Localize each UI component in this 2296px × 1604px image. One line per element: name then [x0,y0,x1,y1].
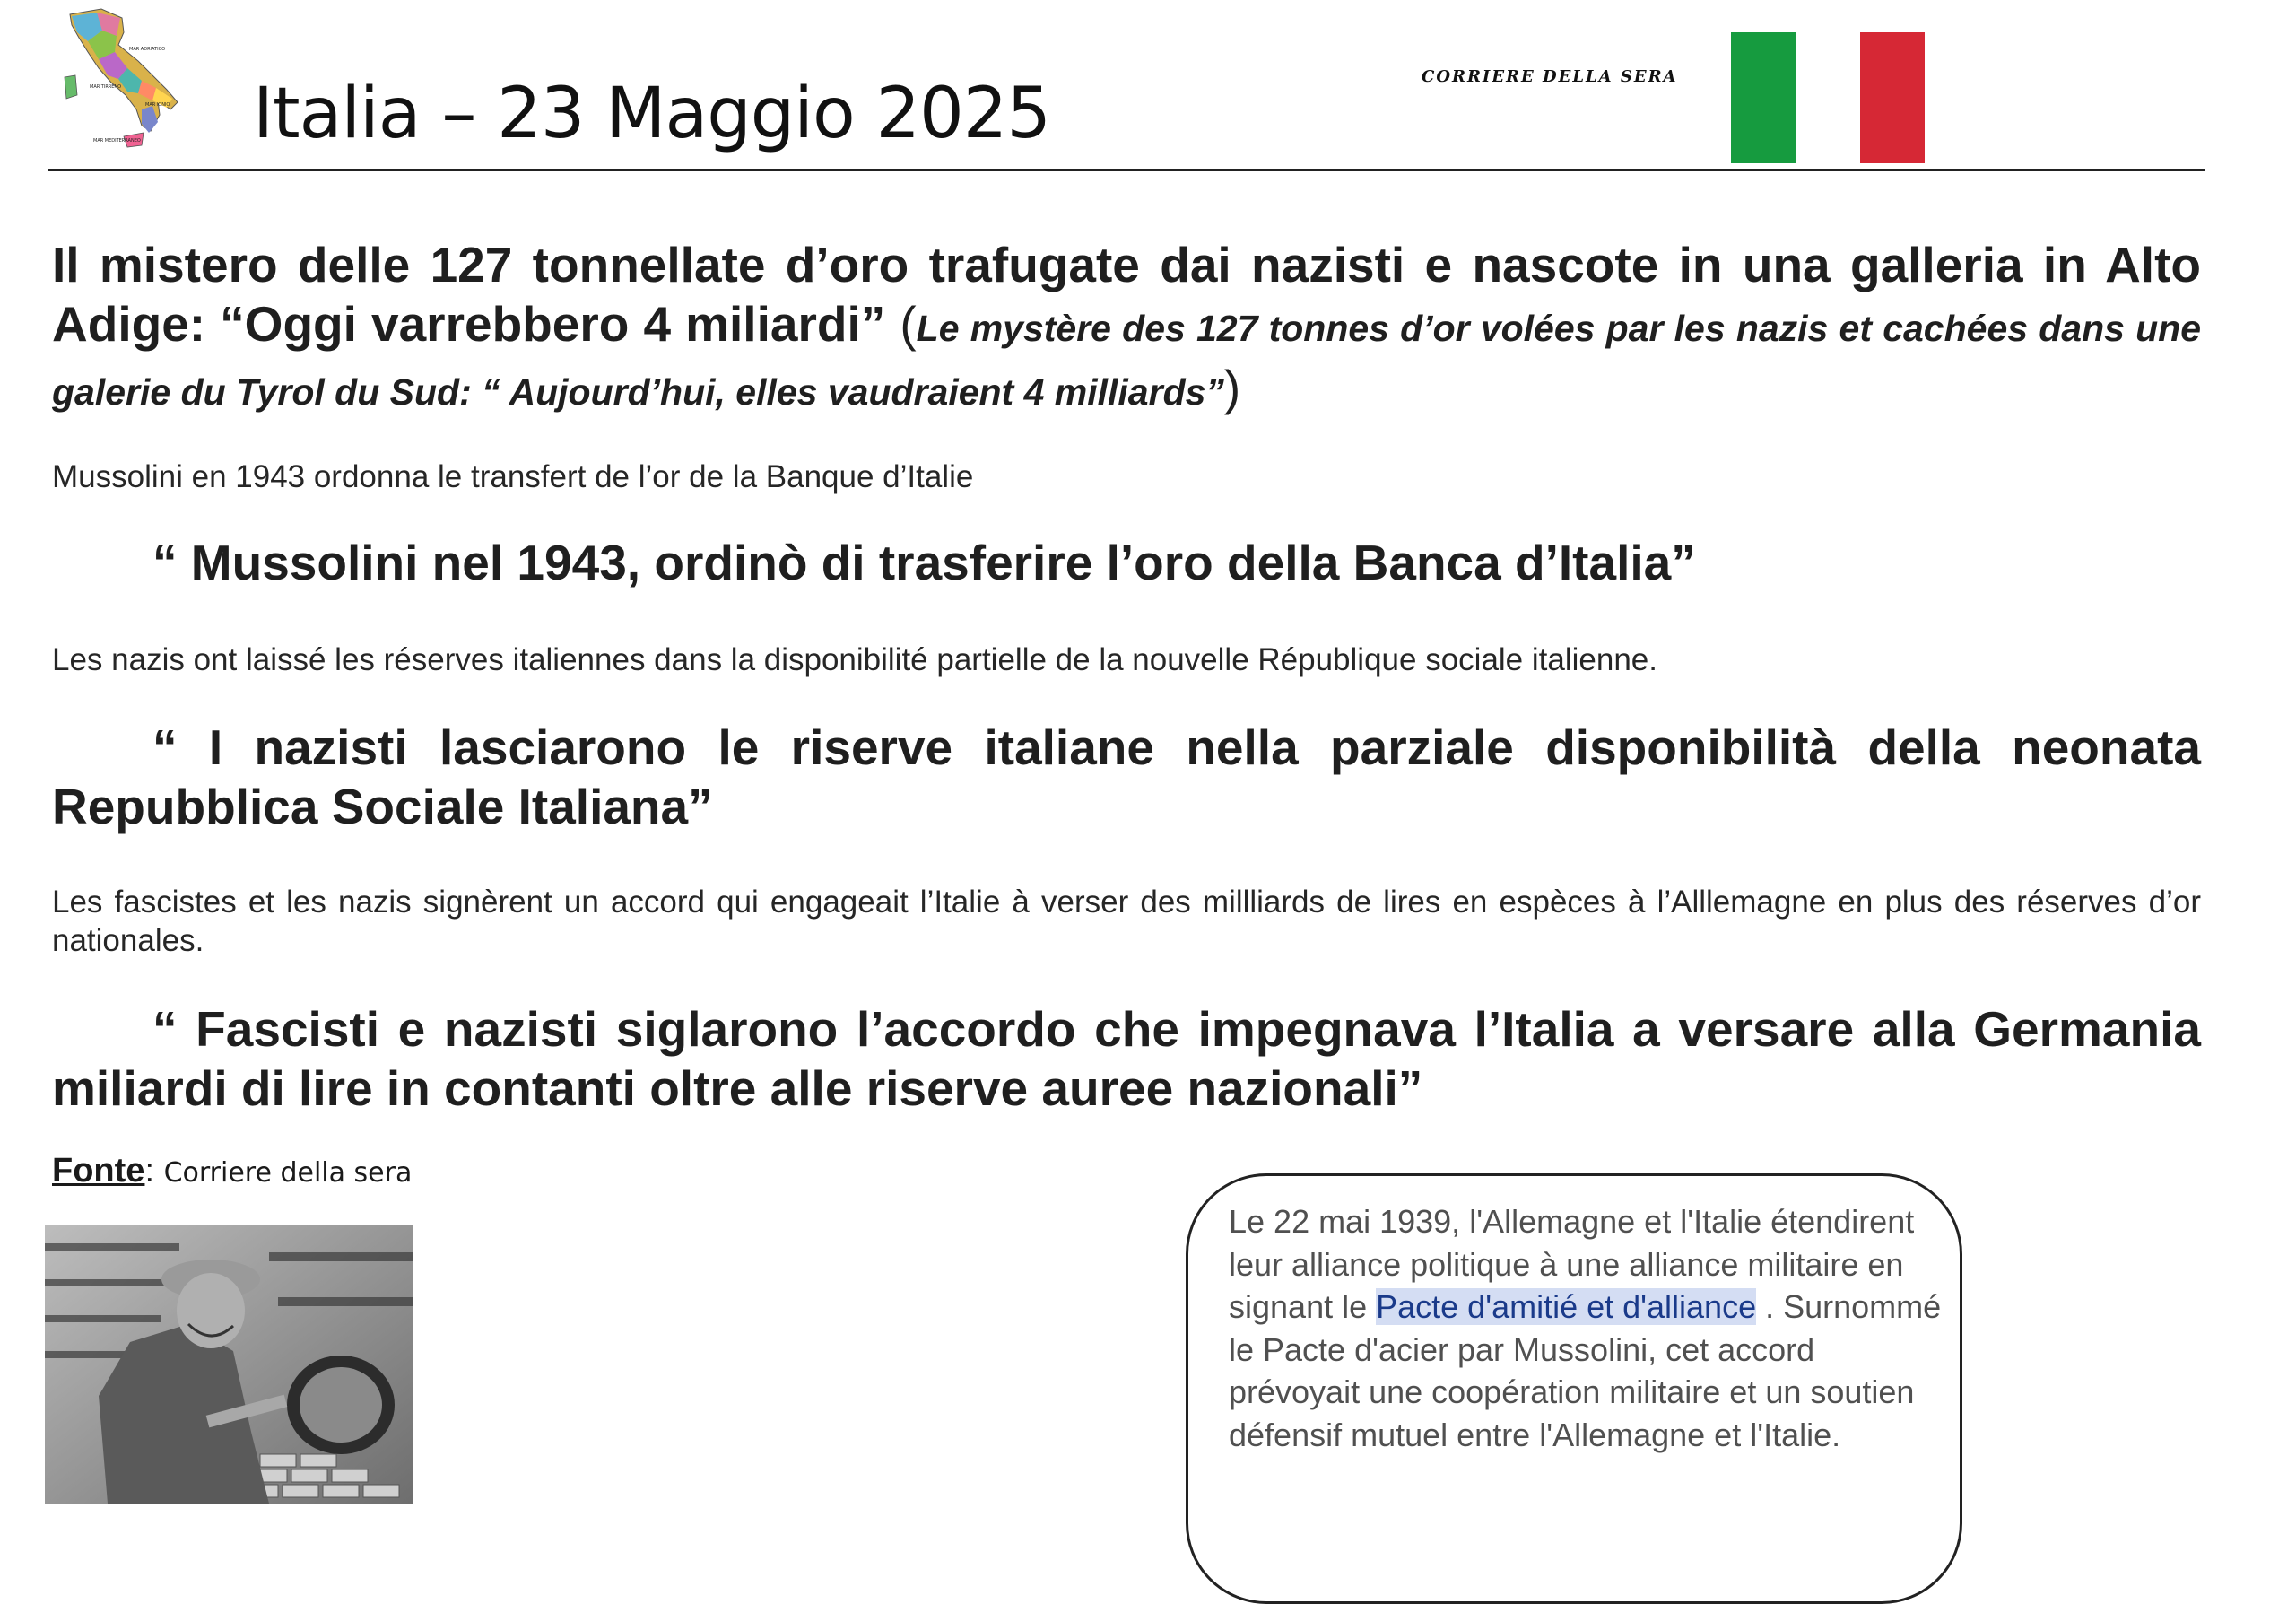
page-title: Italia – 23 Maggio 2025 [253,74,1050,154]
flag-red-stripe [1860,32,1925,163]
callout-text [1229,1200,1946,1456]
newspaper-logo: CORRIERE DELLA SERA [1422,67,1678,86]
italian-flag [1731,32,1925,163]
svg-text:MAR TIRRENO: MAR TIRRENO [90,84,122,90]
paragraph-french: Mussolini en 1943 ordonna le transfert de l’or de la Banque d’Italie [52,459,974,494]
paren-open: ( [900,296,917,352]
headline-french: Le mystère des 127 tonnes d’or volées par les nazis et cachées dans une galerie du Tyrol du Sud: “ Aujourd’hui, elles vaudraient 4 milliards” [52,308,2202,413]
header-divider [48,169,2205,171]
italy-map-logo [52,5,187,158]
svg-text:MAR IONIO: MAR IONIO [145,102,170,108]
quote-italian: “ Fascisti e nazisti siglarono l’accordo che impegnava l’Italia a versare alla Germania miliardi di lire in contanti oltre alle riserve auree nazionali” [52,1001,2201,1116]
callout-text-after: . Surnommé le Pacte d'acier par Mussolini, cet accord prévoyait une coopération militaire et un soutien défensif mutuel entre l'Allemagne et l'Italie. [1229,1288,1942,1453]
svg-text:MAR ADRIATICO: MAR ADRIATICO [129,47,166,52]
source-label: Fonte [52,1152,145,1190]
quote-italian: “ I nazisti lasciarono le riserve italiane nella parziale disponibilità della neonata Repubblica Sociale Italiana” [52,719,2201,834]
paragraph-french: Les nazis ont laissé les réserves italiennes dans la disponibilité partielle de la nouvelle République sociale italienne. [52,642,1657,677]
source-value: Corriere della sera [163,1157,413,1189]
callout-text-before: Le 22 mai 1939, l'Allemagne et l'Italie étendirent leur alliance politique à une alliance militaire en signant le [1229,1203,1915,1325]
quote-italian: “ Mussolini nel 1943, ordinò di trasferire l’oro della Banca d’Italia” [152,535,1696,590]
article-headline [52,235,2201,422]
source-line [52,1152,412,1190]
paragraph-french: Les fascistes et les nazis signèrent un accord qui engageait l’Italie à verser des millliards de lires en espèces à l’Alllemagne en plus des réserves d’or nationales. [52,885,2201,958]
paren-close: ) [1223,360,1241,415]
headline-italian: Il mistero delle 127 tonnellate d’oro trafugate dai nazisti e nascote in una galleria in Alto Adige: “Oggi varrebbero 4 miliardi” [52,237,2201,352]
flag-green-stripe [1731,32,1796,163]
source-colon: : [144,1152,164,1190]
archival-photo-soldier-gold-bars [45,1225,413,1504]
callout-highlight-pact: Pacte d'amitié et d'alliance [1376,1288,1757,1325]
svg-text:MAR MEDITERRANEO: MAR MEDITERRANEO [93,138,141,144]
